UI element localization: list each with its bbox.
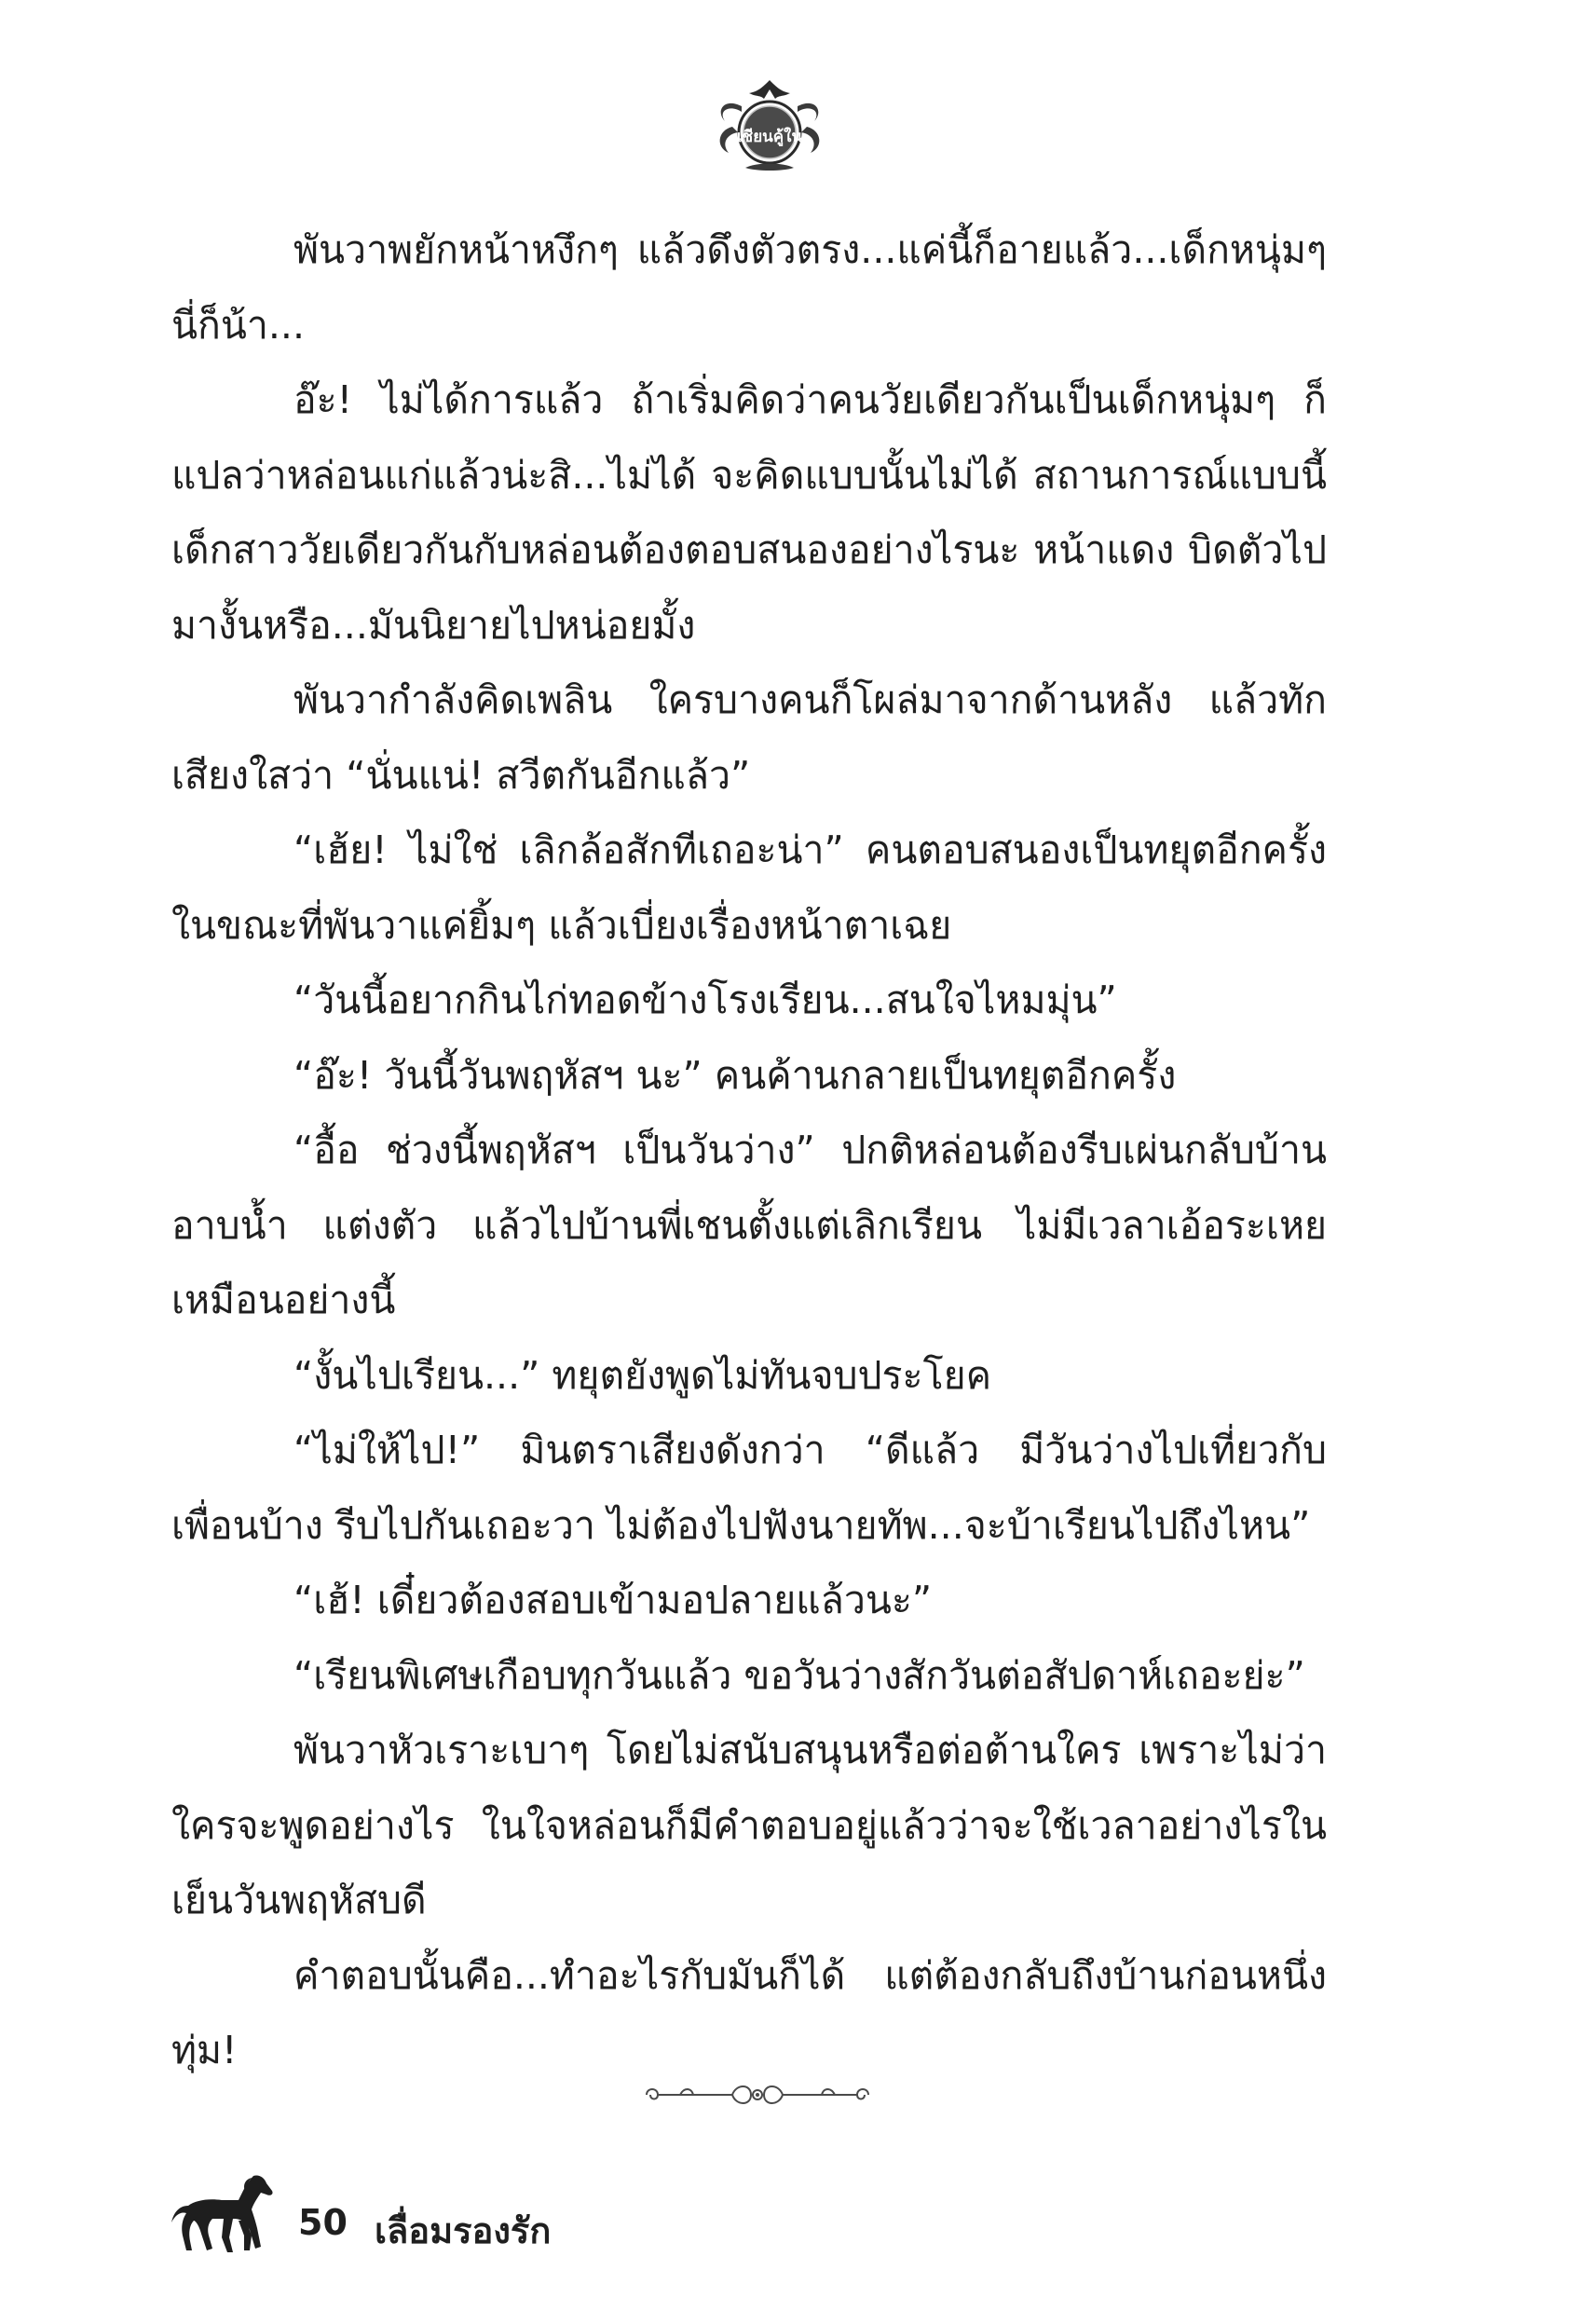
horse-silhouette-icon <box>168 2167 280 2260</box>
story-body <box>171 212 1327 2088</box>
book-title: เลื่อมรองรัก <box>375 2210 552 2251</box>
page-number: 50 <box>298 2202 348 2243</box>
paragraph: “เฮ้ย! ไม่ใช่ เลิกล้อสักทีเถอะน่า” คนตอบสนองเป็นทยุตอีกครั้ง ในขณะที่พันวาแค่ยิ้มๆ แล้วเบี่ยงเรื่องหน้าตาเฉย <box>171 827 1327 948</box>
paragraph: พันวาหัวเราะเบาๆ โดยไม่สนับสนุนหรือต่อต้านใคร เพราะไม่ว่าใครจะพูดอย่างไร ในใจหล่อนก็มีคำตอบอยู่แล้วว่าจะใช้เวลาอย่างไรในเย็นวันพฤหัสบดี <box>171 1728 1327 1922</box>
emblem-text: เชียนคู้ใน <box>736 128 803 146</box>
paragraph: “อื้อ ช่วงนี้พฤหัสฯ เป็นวันว่าง” ปกติหล่อนต้องรีบเผ่นกลับบ้าน อาบน้ำ แต่งตัว แล้วไปบ้านพี่เชนตั้งแต่เลิกเรียน ไม่มีเวลาเอ้อระเหยเหมือนอย่างนี้ <box>171 1128 1327 1322</box>
paragraph: อ๊ะ! ไม่ได้การแล้ว ถ้าเริ่มคิดว่าคนวัยเดียวกันเป็นเด็กหนุ่มๆ ก็แปลว่าหล่อนแก่แล้วน่ะสิ...ไม่ได้ จะคิดแบบนั้นไม่ได้ สถานการณ์แบบนี้ เด็กสาววัยเดียวกันกับหล่อนต้องตอบสนองอย่างไรนะ หน้าแดง บิดตัวไปมางั้นหรือ...มันนิยายไปหน่อยมั้ง <box>171 377 1327 648</box>
paragraph: คำตอบนั้นคือ...ทำอะไรกับมันก็ได้ แต่ต้องกลับถึงบ้านก่อนหนึ่งทุ่ม! <box>171 1952 1327 2072</box>
paragraph: พันวากำลังคิดเพลิน ใครบางคนก็โผล่มาจากด้านหลัง แล้วทักเสียงใสว่า “นั่นแน่! สวีตกันอีกแล้ว” <box>171 677 1327 798</box>
paragraph: “เรียนพิเศษเกือบทุกวันแล้ว ขอวันว่างสักวันต่อสัปดาห์เถอะย่ะ” <box>293 1652 1305 1698</box>
publisher-emblem-icon <box>704 75 835 179</box>
page-footer <box>168 2167 820 2269</box>
paragraph: พันวาพยักหน้าหงึกๆ แล้วดึงตัวตรง...แค่นี้ก็อายแล้ว...เด็กหนุ่มๆ นี่ก็น้า... <box>171 227 1327 348</box>
paragraph: “วันนี้อยากกินไก่ทอดข้างโรงเรียน...สนใจไหมมุ่น” <box>293 978 1117 1022</box>
paragraph: “อ๊ะ! วันนี้วันพฤหัสฯ นะ” คนค้านกลายเป็นทยุตอีกครั้ง <box>293 1052 1177 1098</box>
paragraph: “เฮ้! เดี๋ยวต้องสอบเข้ามอปลายแล้วนะ” <box>293 1578 933 1622</box>
paragraph: “ไม่ให้ไป!” มินตราเสียงดังกว่า “ดีแล้ว มีวันว่างไปเที่ยวกับเพื่อนบ้าง รีบไปกันเถอะวา ไม่ต้องไปฟังนายทัพ...จะบ้าเรียนไปถึงไหน” <box>171 1428 1327 1548</box>
paragraph: “งั้นไปเรียน...” ทยุตยังพูดไม่ทันจบประโยค <box>293 1352 992 1398</box>
scroll-divider-icon <box>643 2078 872 2112</box>
